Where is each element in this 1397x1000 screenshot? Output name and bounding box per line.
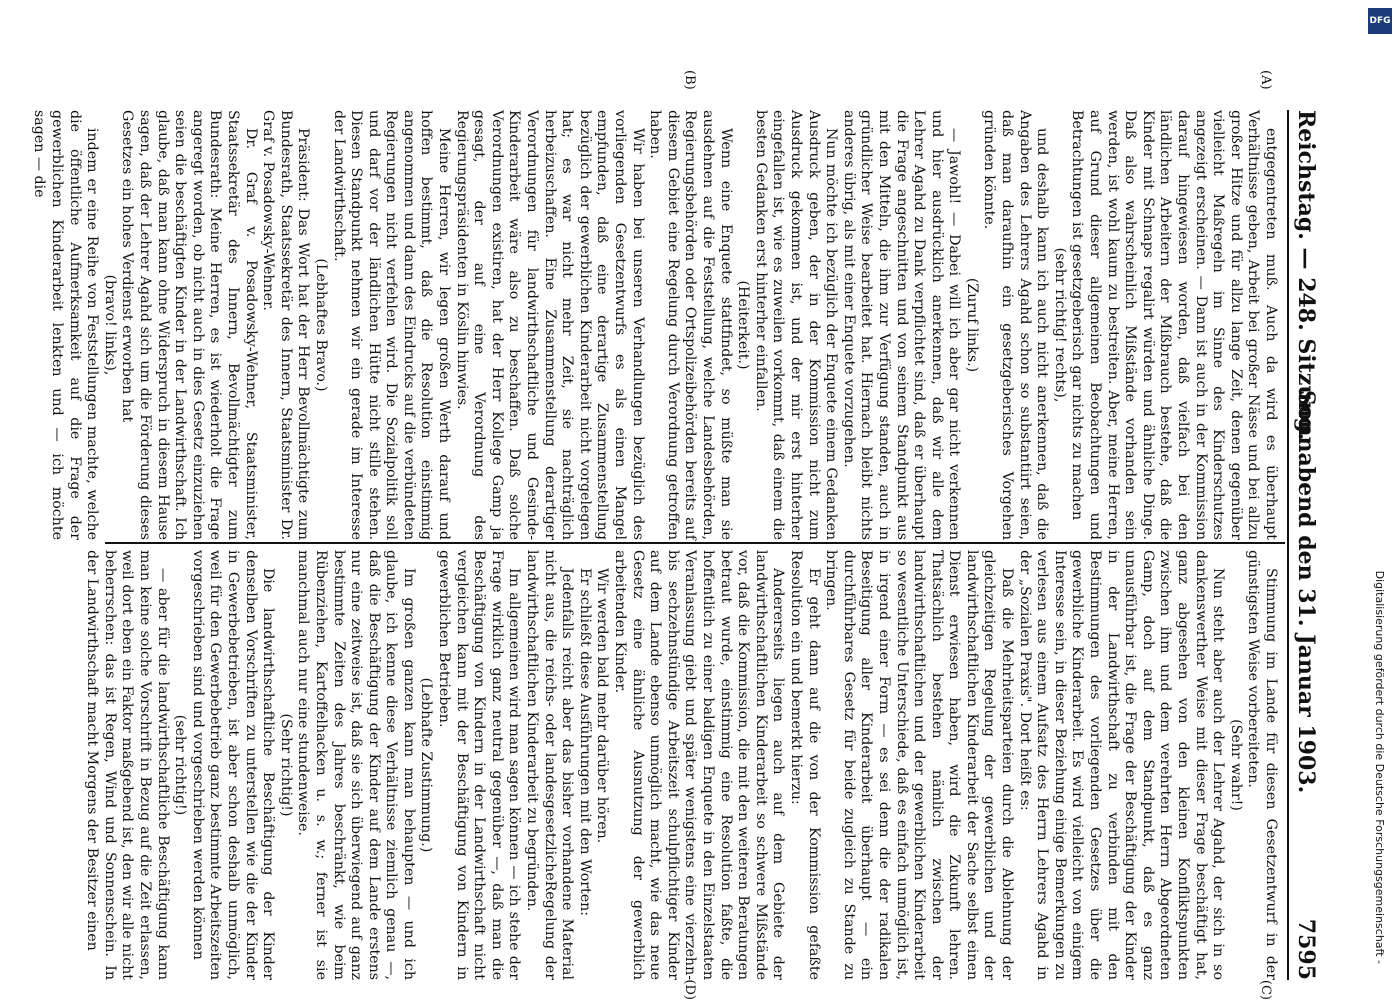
paragraph: Nun steht aber auch der Lehrer Agahd, der sich in so dankenswerther Weise mit dieser Frage beschäftigt hat, ganz abgesehen von den kleinen Konfliktspunkten zwischen ihm und dem verehrten Herrn Abgeordneten Gamp, doch auf dem Standpunkt, daß es ganz unausführbar ist, die Frage der Beschäftigung der Kinder in der Landwirthschaft zu verbinden mit den Bestimmungen des vorliegenden Gesetzes über die gewerbliche Kinderarbeit. Es wird vielleicht von einigem Interesse sein, in dieser Beziehung einige Bemerkungen zu verlesen aus einem Aufsatz des Herrn Lehrers Agahd in der „Sozialen Praxis". Dort heißt es: (1016, 550, 1227, 980)
paragraph: Im allgemeinen wird man sagen können — ich stehe der Frage wirklich ganz neutral gegenüber —, daß man die Beschäftigung von Kindern in der Landwirthschaft nicht vergleichen kann mit der Beschäftigung von Kindern in gewerblichen Betrieben. (436, 550, 523, 980)
paragraph: Er geht dann auf die von der Kommission gefaßte Resolution ein und bemerkt hierzu: (787, 550, 822, 980)
digitization-watermark (1362, 0, 1396, 1000)
quote-paragraph: Andererseits liegen auch auf dem Gebiete der landwirthschaftlichen Kinderarbeit so schwere Mißstände vor, daß die Kommission, die mit den weiteren Beratungen betraut wurde, einstimmig eine Resolution faßte, die hoffentlich zu einer baldigen Enquete in den Einzelstaaten Veranlassung giebt und später wenigstens eine vierzehn- bis sechzehnstündige Arbeitszeit schulpflichtiger Kinder auf dem Lande ebenso unmöglich macht, wie das neue Gesetz eine ähnliche Ausnutzung der gewerblich arbeitenden Kinder. (612, 550, 787, 980)
text-column-right (79, 550, 1279, 980)
paragraph: Wir werden bald mehr darüber hören. (594, 568, 611, 844)
speaker-paragraph: Dr. Graf v. Posadowsky-Wehner, Staatsminister, Staatssekretär des Innern, Bevollmächtigter zum Bundesrath: Meine Herren, es ist wiederholt die Frage angeregt worden, ob nicht auch in dies Gesetz einzuziehen seien die beschäftigten Kinder in der Landwirthschaft. Ich glaube, daß man kann ohne Widerspruch in diesem Hause sagen, daß der Lehrer Agahd sich um die Förderung dieses Gesetzes ein hohes Verdienst erworben hat (119, 110, 259, 540)
interjection: (bravo! links), (101, 274, 118, 376)
speaker-paragraph: Präsident: Das Wort hat der Herr Bevollmächtigte zum Bundesrath, Staatssekretär des Innern, Staatsminister Dr. Graf v. Posadowsky-Wehner. (260, 110, 312, 540)
paragraph: Er schließt diese Ausführungen mit den Worten: (576, 568, 593, 917)
interjection: (Lebhaftes Bravo.) (312, 258, 329, 392)
watermark-text: Digitalisierung gefördert durch die Deutsche Forschungsgemeinschaft - (1373, 570, 1386, 964)
page-header (1287, 70, 1327, 990)
interjection: (Sehr wahr!) (1227, 719, 1244, 811)
header-left: Reichstag. — 248. Sitzung. (1293, 110, 1319, 441)
document-page (31, 70, 1397, 1000)
text-column-left (31, 110, 1279, 540)
paragraph: entgegentreten muß. Auch da wird es überhaupt Verhältnisse geben, Arbeit bei großer Nässe und bei allzu großer Hitze und für allzu lange Zeit, denen gegenüber vielleicht Maßregeln im Sinne des Kinderschutzes angezeigt erscheinen. — Dann ist auch in der Kommission darauf hingewiesen worden, daß vielfach bei den ländlichen Arbeitern der Mißbrauch bestehe, daß die Kinder mit Schnaps regalirt würden und ähnliche Dinge. Daß also wahrscheinlich Mißstände vorhanden sein werden, ist wohl kaum zu bestreiten. Aber, meine Herren, auf Grund dieser allgemeinen Beobachtungen und Betrachtungen ist gesetzgeberisch gar nichts zu machen (1069, 110, 1279, 540)
interjection: (Sehr richtig!) (277, 713, 294, 817)
interjection: (sehr richtig!) (172, 714, 189, 816)
quote-paragraph: Jedenfalls reicht aber das bisher vorhandene Material nicht aus, die reichs- oder landesgesetzlicheRegelung der landwirthschaftlichen Kinderarbeit zu begründen. (524, 550, 576, 980)
interjection: (Heiterkeit.) (735, 280, 752, 370)
paragraph: Stimmung im Lande für diesen Gesetzentwurf in der günstigsten Weise vorbereiteten. (1245, 550, 1279, 980)
paragraph: Wenn eine Enquete stattfindet, so müßte man sie ausdehnen auf die Feststellung, welche Landesbehörden, Regierungsbehörden oder Ortspolizeibehörden bereits auf diesem Gebiet eine Regelung durch Verordnung getroffen haben. (647, 110, 734, 540)
interjection: (Zuruf links.) (963, 277, 980, 373)
paragraph: und deshalb kann ich auch nicht anerkennen, daß die Angaben des Lehrers Agahd schon so substantiirt seien, daß man daraufhin ein gesetzgeberisches Vorgehen gründen könnte. (981, 110, 1051, 540)
interjection: (sehr richtig! rechts), (1051, 247, 1068, 403)
paragraph: Nun möchte ich bezüglich der Enquete einem Gedanken Ausdruck geben, der in der Kommission nicht zum Ausdruck gekommen ist, und der mir erst hinterher eingefallen ist, wie es zuweilen vorkommt, daß einem die besten Gedanken erst hinterher einfallen. (752, 110, 840, 540)
header-date: Sonnabend den 31. Januar 1903. (1293, 390, 1319, 794)
dfg-logo: DFG (1368, 8, 1392, 34)
paragraph: indem er eine Reihe von Feststellungen machte, welche die öffentliche Aufmerksamkeit auf die Frage der gewerblichen Kinderarbeit lenkten und — ich möchte sagen — die (31, 110, 101, 540)
paragraph: — Jawohl! — Dabei will ich aber gar nicht verkennen und hier ausdrücklich anerkennen, daß wir alle dem Lehrer Agahd zu Dank verpflichtet sind, daß er überhaupt die Frage angeschnitten und von seinem Standpunkt aus mit den Mitteln, die ihm zur Verfügung standen, auch in gründlicher Weise bearbeitet hat. Hiernach bleibt nichts anderes übrig, als mit einer Enquete vorzugehen. (840, 110, 963, 540)
paragraph: Die landwirthschaftliche Beschäftigung der Kinder denselben Vorschriften zu unterstellen wie die der Kinder in Gewerbebetrieben, ist aber schon deshalb unmöglich, weil für den Gewerbebetrieb ganz bestimmte Arbeitszeiten vorgeschrieben sind und vorgeschrieben werden können (189, 550, 277, 980)
margin-mark-a: (A) (1258, 70, 1273, 90)
paragraph: Wir haben bei unseren Verhandlungen bezüglich des vorliegenden Gesetzentwurfs es als einen Mangel empfunden, daß eine derartige Zusammenstellung bezüglich der gewerblichen Kinderarbeit nicht vorgelegen hat; es war nicht mehr Zeit, sie nachträglich herbeizuschaffen. Eine Zusammenstellung derartiger Verordnungen für landwirthschaftliche und Gesinde-Kinderarbeit wäre also zu beschaffen. Daß solche Verordnungen existiren, hat der Herr Kollege Gamp ja gesagt, der auf eine Verordnung des Regierungspräsidenten in Köslin hinwies. (453, 110, 646, 540)
header-rule (1287, 110, 1289, 980)
paragraph: — aber für die landwirthschaftliche Beschäftigung kann man keine solche Vorschrift in Bezug auf die Zeit erlassen, weil dort eben ein Faktor maßgebend ist, den wir alle nicht beherrschen: das ist Regen, Wind und Sonnenschein. In der Landwirthschaft macht Morgens der Besitzer einen (84, 550, 171, 980)
interjection: (Lebhafte Zustimmung.) (418, 677, 435, 853)
margin-mark-c: (C) (1258, 979, 1273, 1000)
margin-mark-b: (B) (682, 70, 697, 90)
margin-mark-d: (D) (682, 979, 697, 1000)
paragraph: Im großen ganzen kann man behaupten — und ich glaube, ich kenne diese Verhältnisse ziemlich genau —, daß die Beschäftigung der Kinder auf dem Lande erstens nur eine zeitweise ist, daß sie sich überwiegend auf ganz bestimmte Zeiten des Jahres beschränkt, wie beim Rübenziehen, Kartoffelhacken u. s. w.; ferner ist sie manchmal auch nur eine stundenweise. (295, 550, 417, 980)
paragraph: Meine Herren, wir legen großen Werth darauf und hoffen bestimmt, daß die Resolution einstimmig angenommen und dann des Eindrucks auf die verbündeten Regierungen nicht verfehlen wird. Die Sozialpolitik soll und darf vor der ländlichen Hütte nicht stille stehen. Diesen Standpunkt nehmen wir ein gerade im Interesse der Landwirthschaft. (330, 110, 453, 540)
column-divider (105, 542, 1285, 544)
page-number: 7595 (1293, 918, 1319, 980)
quote-paragraph: Daß die Mehrheitsparteien durch die Ablehnung der gleichzeitigen Regelung der gewerblichen und der landwirthschaftlichen Kinderarbeit der Sache selbst einen Dienst erwiesen haben, wird die Zukunft lehren. Thatsächlich bestehen nämlich zwischen der landwirthschaftlichen und der gewerblichen Kinderarbeit so wesentliche Unterschiede, daß es einfach unmöglich ist, in irgend einer Form — es sei denn die der radikalen Beseitigung aller Kinderarbeit überhaupt — ein durchführbares Gesetz für beide zugleich zu Stande zu bringen. (823, 550, 1016, 980)
